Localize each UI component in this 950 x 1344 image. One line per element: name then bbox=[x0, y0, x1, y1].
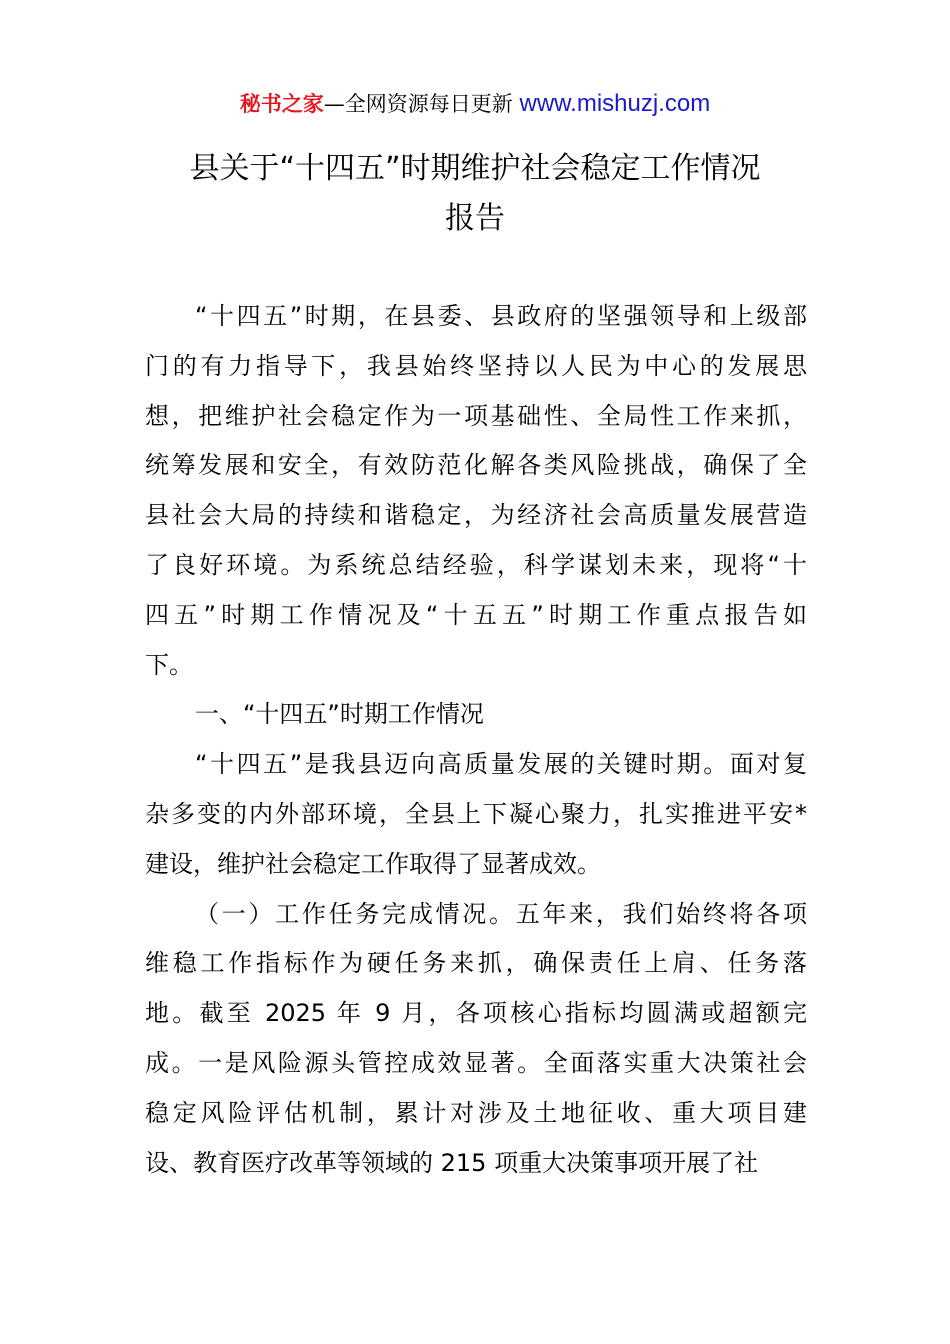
paragraph-line: 想，把维护社会稳定作为一项基础性、全局性工作来抓， bbox=[145, 401, 807, 430]
paragraph-line: 稳定风险评估机制，累计对涉及土地征收、重大项目建 bbox=[145, 1098, 807, 1127]
paragraph bbox=[145, 740, 807, 889]
title-line-2: 报告 bbox=[445, 201, 505, 236]
paragraph-line: 县社会大局的持续和谐稳定，为经济社会高质量发展营造 bbox=[145, 501, 807, 530]
paragraph-line: 地。截至 2025 年 9 月，各项核心指标均圆满或超额完 bbox=[145, 999, 807, 1028]
paragraph-line: 下。 bbox=[145, 650, 193, 679]
paragraph-line: “十四五”是我县迈向高质量发展的关键时期。面对复 bbox=[195, 750, 807, 779]
paragraph-line: 杂多变的内外部环境，全县上下凝心聚力，扎实推进平安* bbox=[145, 799, 807, 828]
site-url-link[interactable]: www.mishuzj.com bbox=[519, 90, 711, 117]
paragraph-line: 设、教育医疗改革等领域的 215 项重大决策事项开展了社 bbox=[145, 1148, 759, 1177]
paragraph-line: 建设，维护社会稳定工作取得了显著成效。 bbox=[145, 849, 601, 878]
paragraph-line: 统筹发展和安全，有效防范化解各类风险挑战，确保了全 bbox=[145, 451, 807, 480]
paragraph bbox=[145, 690, 807, 740]
paragraph-line: 维稳工作指标作为硬任务来抓，确保责任上肩、任务落 bbox=[145, 949, 807, 978]
paragraph-line: 一、“十四五”时期工作情况 bbox=[195, 700, 484, 729]
slogan: —全网资源每日更新 bbox=[323, 92, 520, 116]
paragraph-line: 成。一是风险源头管控成效显著。全面落实重大决策社会 bbox=[145, 1048, 807, 1077]
paragraph-line: “十四五”时期，在县委、县政府的坚强领导和上级部 bbox=[195, 302, 807, 330]
site-header bbox=[0, 88, 950, 120]
paragraph-line: 四五”时期工作情况及“十五五”时期工作重点报告如 bbox=[145, 600, 807, 629]
paragraph-line: 了良好环境。为系统总结经验，科学谋划未来，现将“十 bbox=[145, 550, 807, 579]
paragraph bbox=[145, 292, 807, 690]
brand-name: 秘书之家 bbox=[239, 92, 324, 116]
title-line-1: 县关于“十四五”时期维护社会稳定工作情况 bbox=[189, 151, 761, 186]
document-body bbox=[145, 292, 807, 1188]
paragraph bbox=[145, 890, 807, 1189]
document-title bbox=[0, 144, 950, 244]
paragraph-line: 门的有力指导下，我县始终坚持以人民为中心的发展思 bbox=[145, 351, 807, 380]
paragraph-line: （一）工作任务完成情况。五年来，我们始终将各项 bbox=[195, 899, 807, 928]
